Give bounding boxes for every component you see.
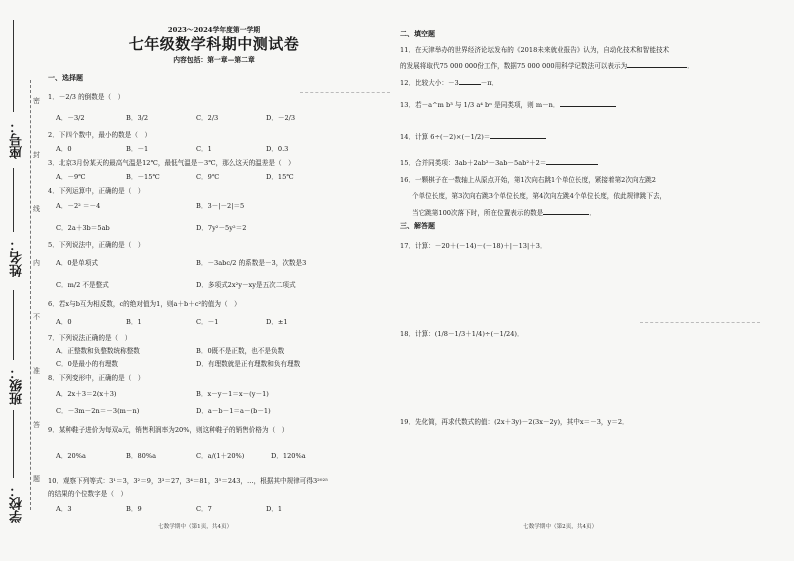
question-11-line2: 的发展将取代75 000 000份工作，数据75 000 000用科学记数法可以表示为 ． [400,62,694,70]
question-4: 4．下列运算中，正确的是（ ） [48,187,145,195]
seat-number-line [13,20,14,112]
answer-blank[interactable] [546,158,598,165]
question-3: 3．北京3月份某天的最高气温是12℃，最低气温是－3℃，那么这天的温差是（ ） [48,159,295,167]
option-d: D．－2/3 [266,114,296,122]
option-b: B．0既不是正数，也不是负数 [196,347,285,355]
class-line [13,290,14,360]
question-8-options-row1 [56,390,346,398]
question-12 [400,78,498,87]
option-b: B．9 [126,505,142,513]
answer-blank[interactable] [490,132,546,139]
class-label: 班级： [10,366,25,405]
question-16-line3: 当它跳第100次落下时，所在位置表示的数是 ． [412,209,596,217]
exam-scope: 内容包括：第一章—第二章 [173,56,255,64]
option-c: C．2a＋3b＝5ab [56,224,110,232]
name-line [13,168,14,232]
page-1 [44,0,384,561]
option-c: C．0是最小的有理数 [56,360,118,368]
seal-line [30,80,42,510]
option-d: D．0.3 [266,145,289,153]
question-13 [400,100,616,109]
question-9: 9．某种鞋子进价为每双a元，销售利润率为20%，则这种鞋子的销售价格为（ ） [48,426,289,434]
question-3-options [56,173,336,181]
question-8-options-row2 [56,407,346,415]
question-15 [400,158,598,167]
option-a: A．正整数和负整数统称整数 [56,347,140,355]
option-b: B．1 [126,318,142,326]
section-fill: 二、填空题 [400,29,435,38]
seal-char: 题 [33,475,40,483]
question-2: 2．下四个数中，最小的数是（ ） [48,131,152,139]
option-a: A．0 [56,145,72,153]
page-footer: 七数学期中（第2页，共4页） [523,524,598,530]
option-d: D．7y²－5y²＝2 [196,224,247,232]
answer-blank[interactable] [543,208,589,215]
option-a: A．－9℃ [56,173,86,181]
option-a: A．0 [56,318,72,326]
option-c: C．m/2 不是整式 [56,281,109,289]
option-c: C．7 [196,505,212,513]
option-b: B．80%a [126,452,157,460]
option-d: D．1 [266,505,283,513]
question-7: 7．下列说法正确的是（ ） [48,334,132,342]
seal-char: 密 [33,97,40,105]
seal-char: 准 [33,367,40,375]
question-1-options [56,114,336,122]
seal-char: 不 [33,313,40,321]
question-7-options-row2 [56,360,346,368]
option-a: A．20%a [56,452,86,460]
question-6: 6．若x与b互为相反数，c的绝对值为1，则a＋b＋c²的值为（ ） [48,300,241,308]
question-14-text: 14．计算 6÷(－2)×(－1/2)＝ [400,133,491,141]
page-2 [398,0,768,561]
option-a: A．0是单项式 [56,259,98,267]
question-5-options-row1 [56,259,346,267]
option-b: B．3－|－2|＝5 [196,202,245,210]
question-15-text: 15．合并同类项：3ab＋2ab²－3ab－5ab²＋2＝ [400,159,547,167]
question-16-line1: 16．一颗棋子在一数轴上从原点开始，第1次向右跳1个单位长度，紧接着第2次向左跳2 [400,176,656,184]
name-label: 姓名： [10,238,25,277]
question-12-text: 12．比较大小：－3 [400,79,459,87]
seal-char: 答 [33,421,40,429]
question-9-options [56,452,341,460]
seal-char: 封 [33,151,40,159]
question-2-options [56,145,336,153]
option-c: C．a/(1＋20%) [196,452,245,460]
question-6-options [56,318,336,326]
option-c: C．2/3 [196,114,219,122]
option-d: D．有理数就是正有理数和负有理数 [196,360,301,368]
option-b: B．x－y－1＝x－(y－1) [196,390,269,398]
option-c: C．9℃ [196,173,220,181]
option-b: B．－1 [126,145,149,153]
seat-number-label: 座号： [10,120,25,159]
school-line [13,410,14,478]
page-footer: 七数学期中（第1页，共4页） [158,524,233,530]
option-b: B．－15℃ [126,173,160,181]
question-18: 18．计算：(1/8－1/3＋1/4)÷(－1/24)． [400,330,524,338]
option-d: D．a－b－1＝a－(b－1) [196,407,271,415]
question-12-tail: －π． [480,79,499,87]
question-16-line2: 个单位长度，第3次向右跳3个单位长度，第4次向左跳4个单位长度，依此规律跳下去， [412,192,667,200]
question-19: 19．先化简，再求代数式的值：(2x＋3y)－2(3x－2y)，其中x＝－3，y＝2． [400,418,629,426]
section-choice: 一、选择题 [48,73,83,82]
question-14 [400,132,546,141]
question-8: 8．下列变形中，正确的是（ ） [48,374,145,382]
seal-char: 内 [33,259,40,267]
section-solve: 三、解答题 [400,221,435,230]
question-4-options-row2 [56,224,336,232]
answer-blank[interactable] [627,61,687,68]
question-10-line2: 的结果的个位数字是（ ） [48,490,128,498]
question-16-text: 当它跳第100次落下时，所在位置表示的数是 [412,209,544,217]
question-11-line1: 11．在天津举办的世界经济论坛发布的《2018未来就业报告》认为，自动化技术和智能技术 [400,46,670,54]
option-d: D．多项式2x²y－xy是五次二项式 [196,281,296,289]
option-c: C．－3m－2n＝－3(m－n) [56,407,140,415]
option-a: A．－3/2 [56,114,85,122]
option-d: D．120%a [271,452,306,460]
question-1: 1．－2/3 的倒数是（ ） [48,93,125,101]
seal-char: 线 [33,205,40,213]
answer-blank[interactable] [560,100,616,107]
exam-title: 七年级数学科期中测试卷 [128,35,300,53]
question-10-options [56,505,336,513]
option-b: B．3/2 [126,114,149,122]
option-a: A．3 [56,505,72,513]
question-5: 5．下列说法中，正确的是（ ） [48,241,145,249]
option-c: C．－1 [196,318,219,326]
option-b: B．－3abc/2 的系数是－3，次数是3 [196,259,307,267]
option-d: D．15℃ [266,173,294,181]
school-year: 2023～2024学年度第一学期 [167,26,261,34]
school-label: 学校： [10,484,25,523]
question-4-options-row1 [56,202,336,210]
option-c: C．1 [196,145,212,153]
answer-blank[interactable] [459,78,481,85]
question-10-line1: 10．观察下列等式：3¹＝3，3²＝9，3³＝27，3⁴＝81，3⁵＝243，…，根据其中规律可得3²⁰²⁵ [48,477,328,485]
option-a: A．－2² ＝－4 [56,202,101,210]
question-5-options-row2 [56,281,346,289]
option-d: D．±1 [266,318,288,326]
question-13-text: 13．若－a^m b³ 与 1/3 a⁴ bⁿ 是同类项，则 m－n． [400,101,560,109]
question-17: 17．计算：－20＋(－14)－(－18)＋|－13|＋3． [400,242,547,250]
question-11-text: 的发展将取代75 000 000份工作，数据75 000 000用科学记数法可以表示为 [400,62,628,70]
option-a: A．2x＋3＝2(x＋3) [56,390,117,398]
question-7-options-row1 [56,347,346,355]
